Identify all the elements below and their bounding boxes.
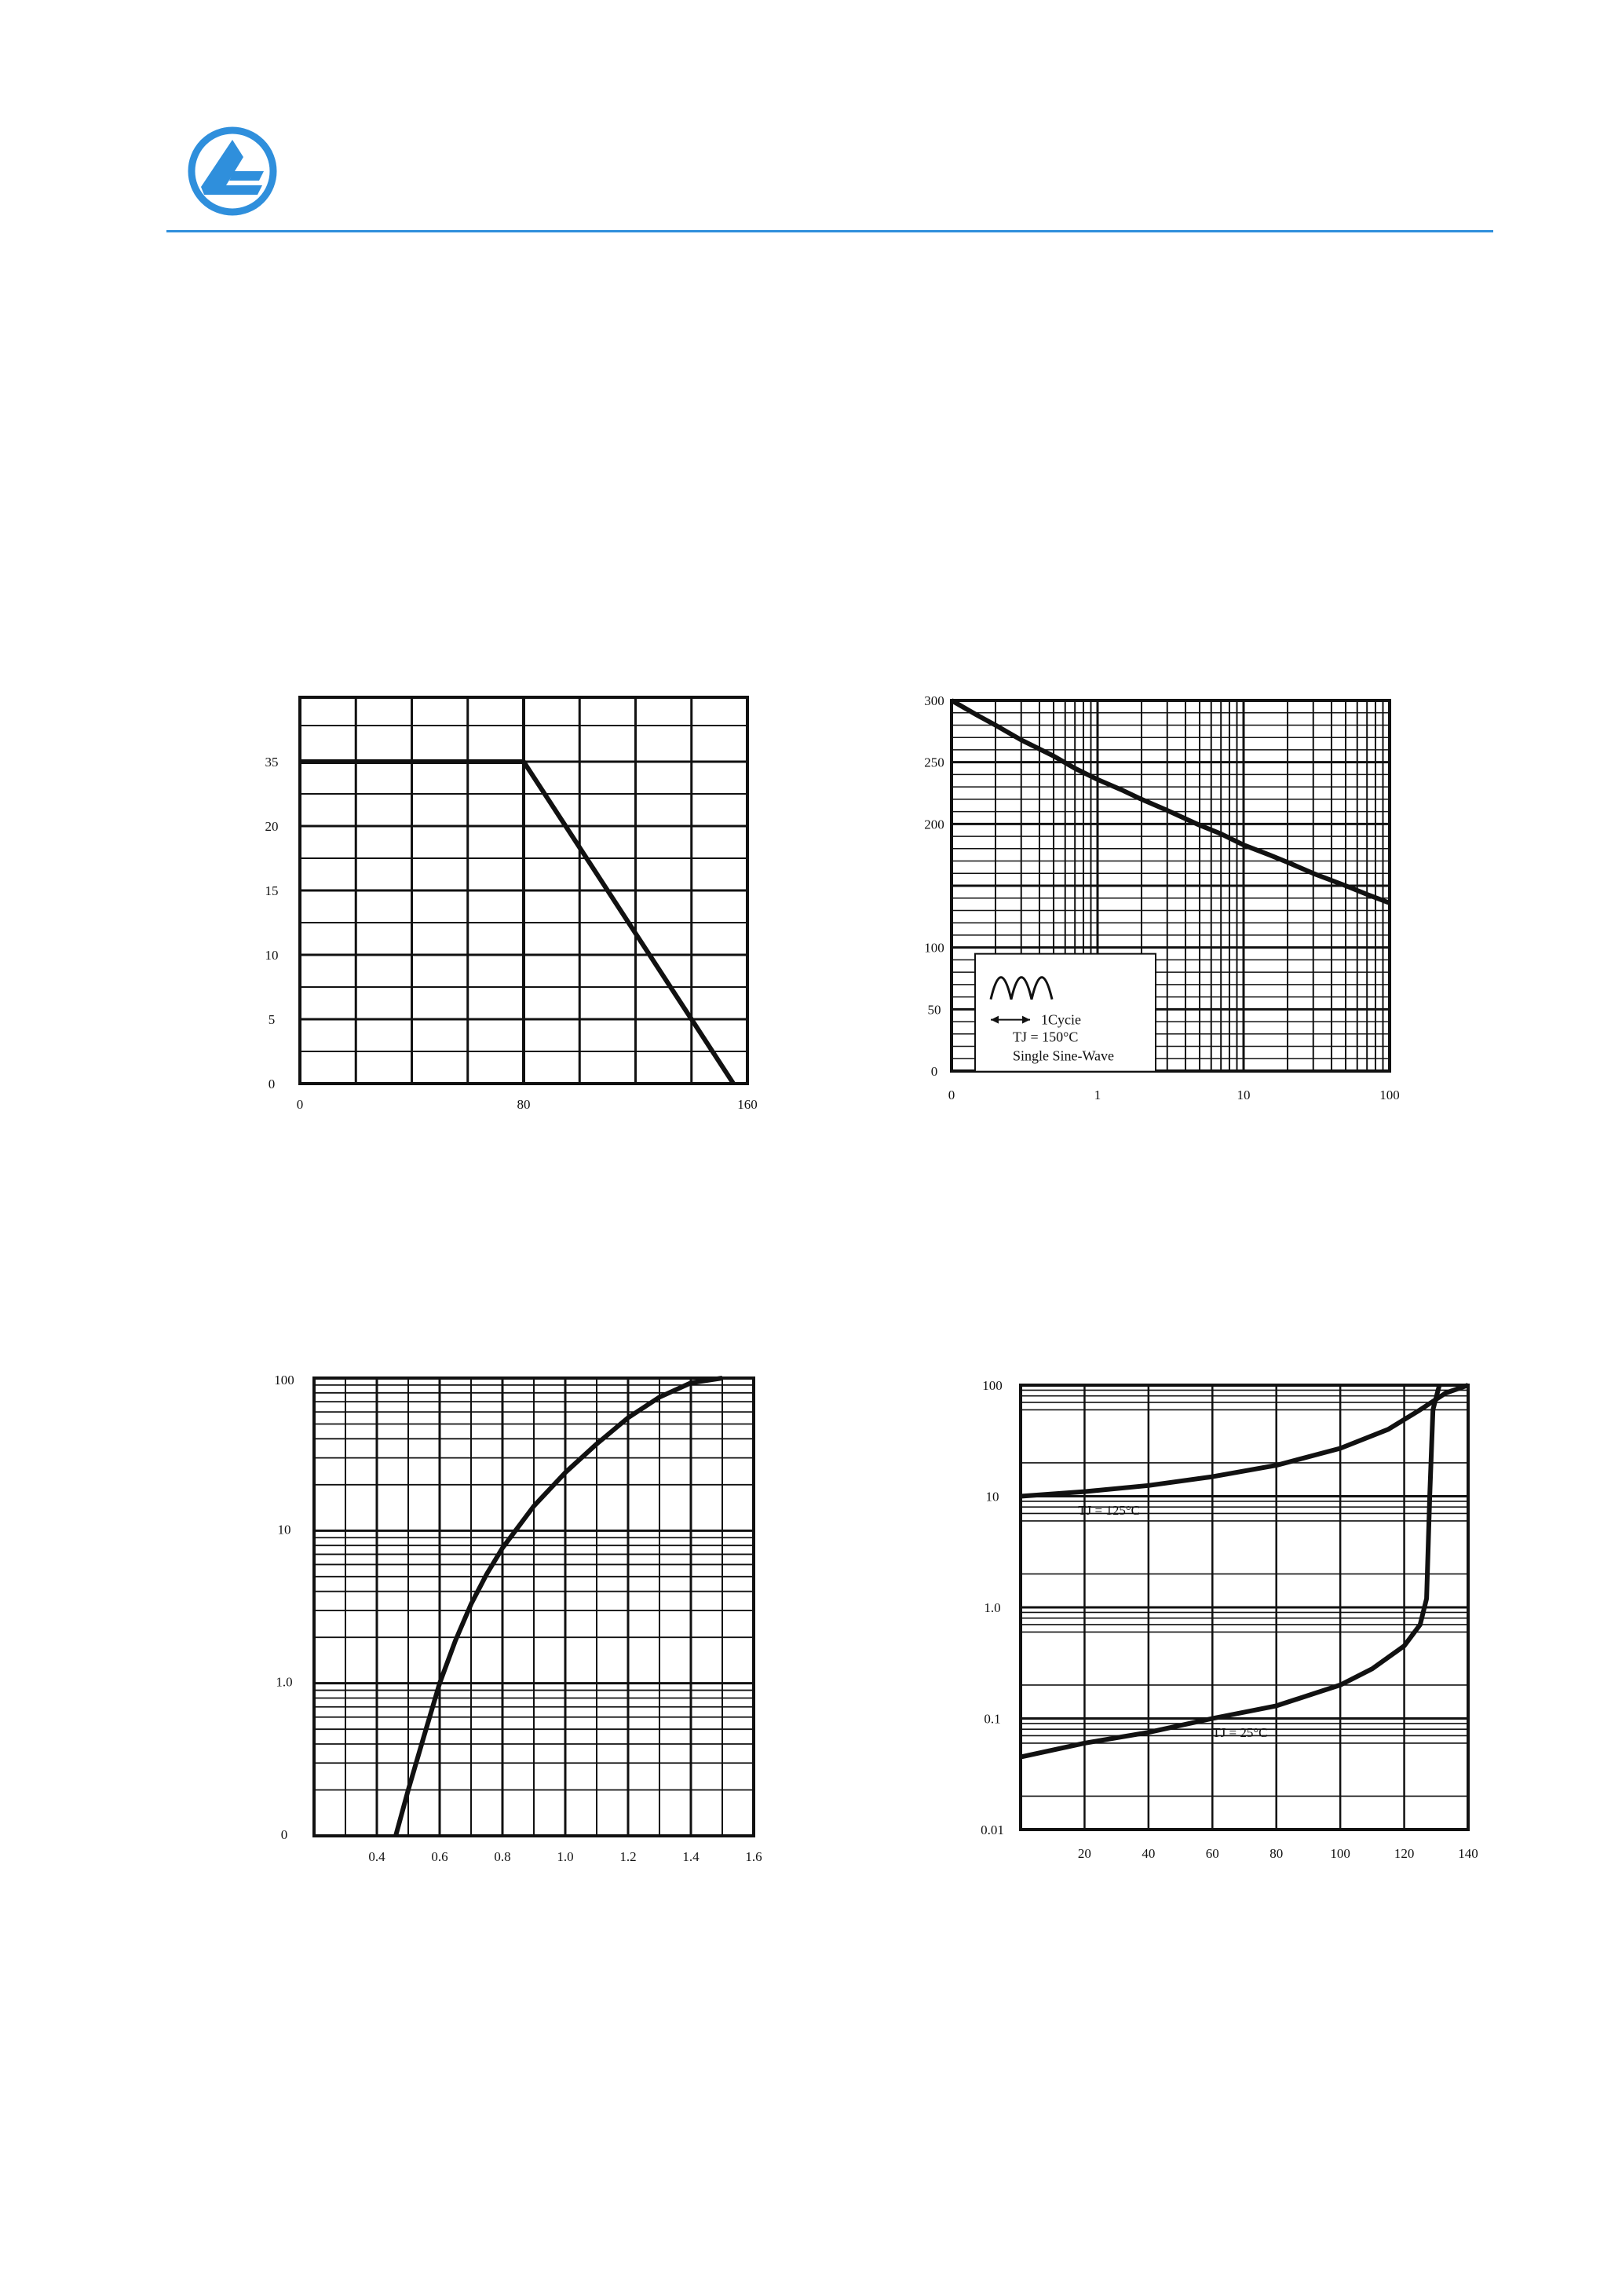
fig3-ytick: 0 (280, 1827, 288, 1842)
company-logo (187, 126, 469, 220)
fig2-chart (911, 691, 1400, 1102)
fig4-ytick: 0.1 (984, 1711, 1001, 1727)
fig1-ytick: 20 (265, 819, 279, 834)
fig1-xtick: 80 (517, 1097, 531, 1112)
fig4-xtick: 80 (1269, 1846, 1284, 1861)
fig2-xtick: 1 (1094, 1088, 1101, 1102)
fig2-ytick: 250 (924, 755, 944, 770)
fig1-ytick: 0 (268, 1077, 276, 1091)
lrc-logo-icon (187, 126, 469, 220)
fig2-xtick: 0 (948, 1088, 955, 1102)
fig2-ytick: 50 (927, 1002, 941, 1018)
fig3-xtick: 1.2 (619, 1849, 637, 1864)
fig1-xtick: 0 (296, 1097, 304, 1112)
fig2-ytick: 300 (924, 693, 944, 708)
fig4-legend-25c: TJ = 25°C (1212, 1725, 1268, 1741)
fig1-xtick: 160 (737, 1097, 758, 1112)
fig4-ytick: 10 (985, 1489, 999, 1504)
fig4-xtick: 40 (1142, 1846, 1156, 1861)
fig4-ytick: 1.0 (984, 1600, 1001, 1615)
fig4-xtick: 60 (1205, 1846, 1219, 1861)
fig3-chart (267, 1366, 762, 1864)
fig2-ytick: 100 (924, 940, 944, 956)
fig3-xtick: 0.8 (494, 1849, 511, 1864)
fig4-xtick: 20 (1077, 1846, 1091, 1861)
fig1-chart (265, 691, 758, 1112)
fig3-series-line (396, 1378, 722, 1836)
fig1-ytick: 15 (265, 883, 279, 898)
fig4-xtick: 100 (1330, 1846, 1350, 1861)
fig4-xtick: 140 (1458, 1846, 1478, 1861)
fig1-ytick: 5 (268, 1012, 276, 1027)
fig2-xtick: 10 (1237, 1088, 1251, 1102)
fig3-xtick: 0.4 (368, 1849, 385, 1864)
fig1-ytick: 10 (265, 948, 279, 963)
fig3-ytick: 1.0 (276, 1674, 293, 1690)
fig3-xtick: 1.4 (682, 1849, 700, 1864)
fig4-legend-125c: TJ = 125°C (1078, 1503, 1141, 1519)
fig3-ytick: 10 (277, 1522, 291, 1537)
fig4-ytick: 0.01 (981, 1823, 1004, 1837)
fig4-ytick: 100 (982, 1378, 1003, 1393)
fig3-xtick: 1.6 (745, 1849, 762, 1864)
fig3-ytick: 100 (274, 1373, 294, 1387)
fig2-ytick: 0 (930, 1064, 938, 1079)
fig2-annotation-wave: Single Sine-Wave (1013, 1047, 1115, 1064)
fig4-chart (966, 1366, 1476, 1861)
fig1-ytick: 35 (265, 755, 279, 770)
fig4-series-25c (1021, 1385, 1439, 1757)
fig4-xtick: 120 (1394, 1846, 1415, 1861)
fig2-xtick: 100 (1379, 1088, 1400, 1102)
fig2-ytick: 200 (924, 817, 944, 832)
fig2-annotation-cycle: 1Cycie (1041, 1011, 1081, 1028)
fig3-xtick: 0.6 (431, 1849, 448, 1864)
header-rule (166, 230, 1493, 232)
fig2-annotation-tj: TJ = 150°C (1013, 1029, 1079, 1045)
fig2-series-line (952, 700, 1390, 903)
fig3-xtick: 1.0 (557, 1849, 574, 1864)
